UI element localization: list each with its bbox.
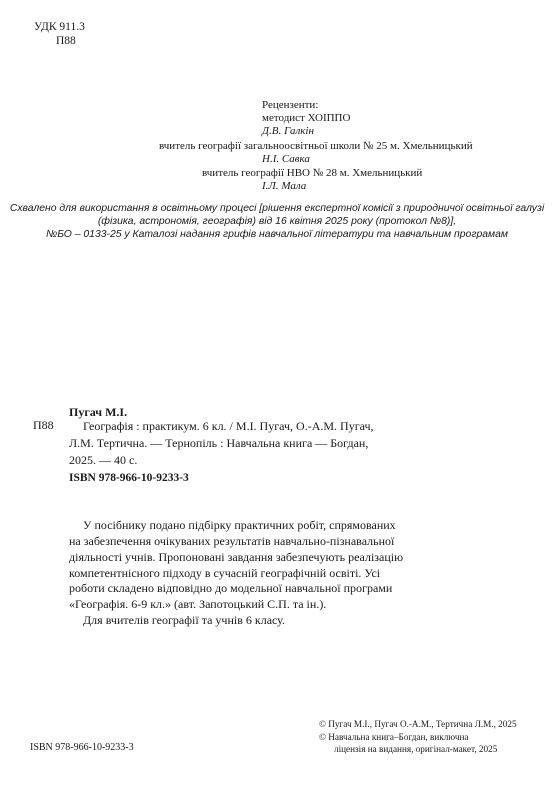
approval-line-1: Схвалено для використання в освітньому процесі [рішення експертної комісії з природничої освітньої галузі [9, 203, 545, 214]
annotation-line-6: «Географія. 6-9 кл.» (авт. Запотоцький С.П. та ін.). [69, 597, 327, 611]
reviewer-1-role: методист ХОІППО [262, 112, 351, 124]
annotation-line-1: У посібнику подано підбірку практичних робіт, спрямованих [83, 518, 396, 532]
catalog-card-line-2: Л.М. Тертична. — Тернопіль : Навчальна книга — Богдан, [69, 436, 369, 450]
catalog-card-index: П88 [33, 418, 54, 432]
copyright-line-2: © Навчальна книга–Богдан, виключна [319, 732, 469, 742]
catalog-card-isbn: ISBN 978-966-10-9233-3 [69, 472, 189, 484]
copyright-line-1: © Пугач М.І., Пугач О.-А.М., Тертична Л.М., 2025 [319, 719, 517, 729]
udk-code: УДК 911.3 [34, 21, 85, 33]
catalog-card-line-1: Географія : практикум. 6 кл. / М.І. Пугач, О.-А.М. Пугач, [83, 419, 374, 433]
annotation-line-7: Для вчителів географії та учнів 6 класу. [83, 613, 285, 627]
catalog-card-line-3: 2025. — 40 с. [69, 453, 138, 467]
catalog-index-top: П88 [56, 35, 76, 47]
approval-line-2: (фізика, астрономія, географія) від 16 квітня 2025 року (протокол №8)], [97, 216, 457, 227]
footer-isbn: ISBN 978-966-10-9233-3 [30, 742, 134, 753]
annotation-line-2: на забезпечення очікуваних результатів навчально-пізнавальної [69, 534, 395, 548]
annotation-line-4: компетентнісного підходу в сучасній географічній освіті. Усі [69, 566, 381, 580]
annotation-line-3: діяльності учнів. Пропоновані завдання забезпечують реалізацію [69, 550, 404, 564]
catalog-card-author: Пугач М.І. [69, 405, 128, 419]
reviewer-2-role: вчитель географії загальноосвітньої школи № 25 м. Хмельницький [159, 140, 473, 152]
reviewer-1-name: Д.В. Галкін [262, 125, 314, 137]
copyright-line-3: ліцензія на видання, оригінал-макет, 2025 [334, 744, 498, 754]
reviewers-heading: Рецензенти: [262, 99, 319, 111]
reviewer-3-role: вчитель географії НВО № 28 м. Хмельницький [202, 167, 423, 179]
reviewer-2-name: Н.І. Савка [262, 153, 310, 165]
reviewer-3-name: І.Л. Мала [262, 180, 307, 192]
approval-line-3: №БО – 0133-25 у Каталозі надання грифів навчальної літератури та навчальним програмам [45, 229, 509, 240]
annotation-line-5: роботи складено відповідно до модельної навчальної програми [69, 581, 393, 595]
